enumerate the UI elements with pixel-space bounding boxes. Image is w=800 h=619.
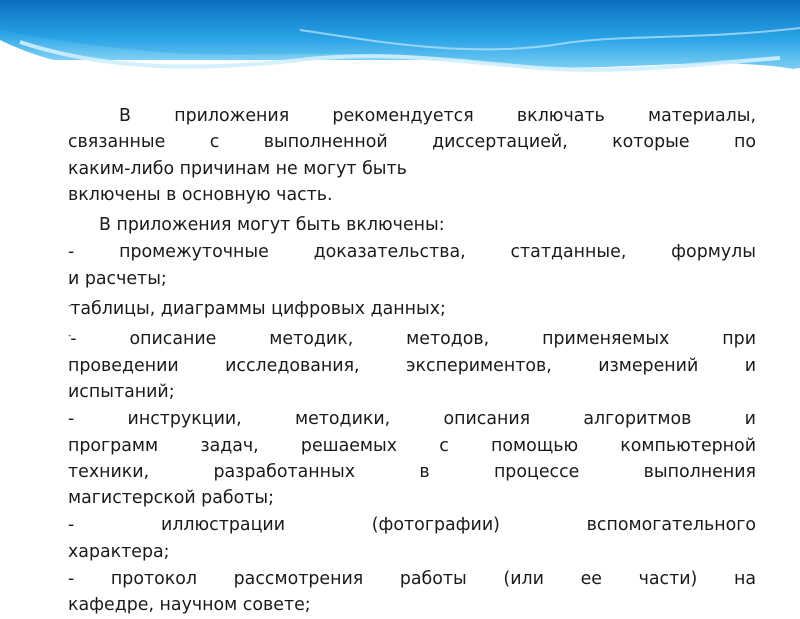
text-line: программ задач, решаемых с помощью компьютерной bbox=[68, 435, 756, 456]
header-wave-decoration bbox=[0, 0, 800, 110]
text-line: - описание методик, методов, применяемых при bbox=[70, 329, 756, 350]
text-line: техники, разработанных в процессе выполнения bbox=[68, 461, 756, 482]
text-line: проведении исследования, экспериментов, измерений и bbox=[68, 355, 756, 376]
bullet-marker: - bbox=[68, 301, 71, 312]
text-line: испытаний; bbox=[68, 381, 175, 402]
text-line: - промежуточные доказательства, статданные, формулы bbox=[68, 242, 756, 263]
paragraph-list-intro bbox=[68, 212, 756, 238]
text-line: характера; bbox=[68, 541, 170, 562]
paragraph-intro bbox=[68, 103, 756, 208]
text-line: В приложения рекомендуется включать материалы, bbox=[119, 106, 756, 126]
list-item bbox=[68, 293, 756, 322]
text-line: таблицы, диаграммы цифровых данных; bbox=[70, 299, 446, 320]
text-line: - протокол рассмотрения работы (или ее части) на bbox=[68, 569, 756, 590]
list-item bbox=[68, 566, 756, 619]
list-item bbox=[68, 406, 756, 511]
text-line: каким-либо причинам не могут быть bbox=[68, 158, 407, 179]
text-line: В приложения могут быть включены: bbox=[99, 215, 445, 236]
text-line: - иллюстрации (фотографии) вспомогательного bbox=[68, 515, 756, 536]
list-item bbox=[68, 239, 756, 292]
text-line: - инструкции, методики, описания алгоритмов и bbox=[68, 409, 756, 430]
text-line: кафедре, научном совете; bbox=[68, 595, 311, 616]
text-line: связанные с выполненной диссертацией, которые по bbox=[68, 132, 756, 153]
text-line: магистерской работы; bbox=[68, 488, 274, 509]
text-line: включены в основную часть. bbox=[68, 184, 333, 205]
list-item bbox=[68, 323, 756, 405]
text-line: и расчеты; bbox=[68, 268, 167, 289]
bullet-marker: - bbox=[68, 331, 71, 342]
slide-body-text bbox=[68, 103, 756, 619]
list-item bbox=[68, 512, 756, 565]
